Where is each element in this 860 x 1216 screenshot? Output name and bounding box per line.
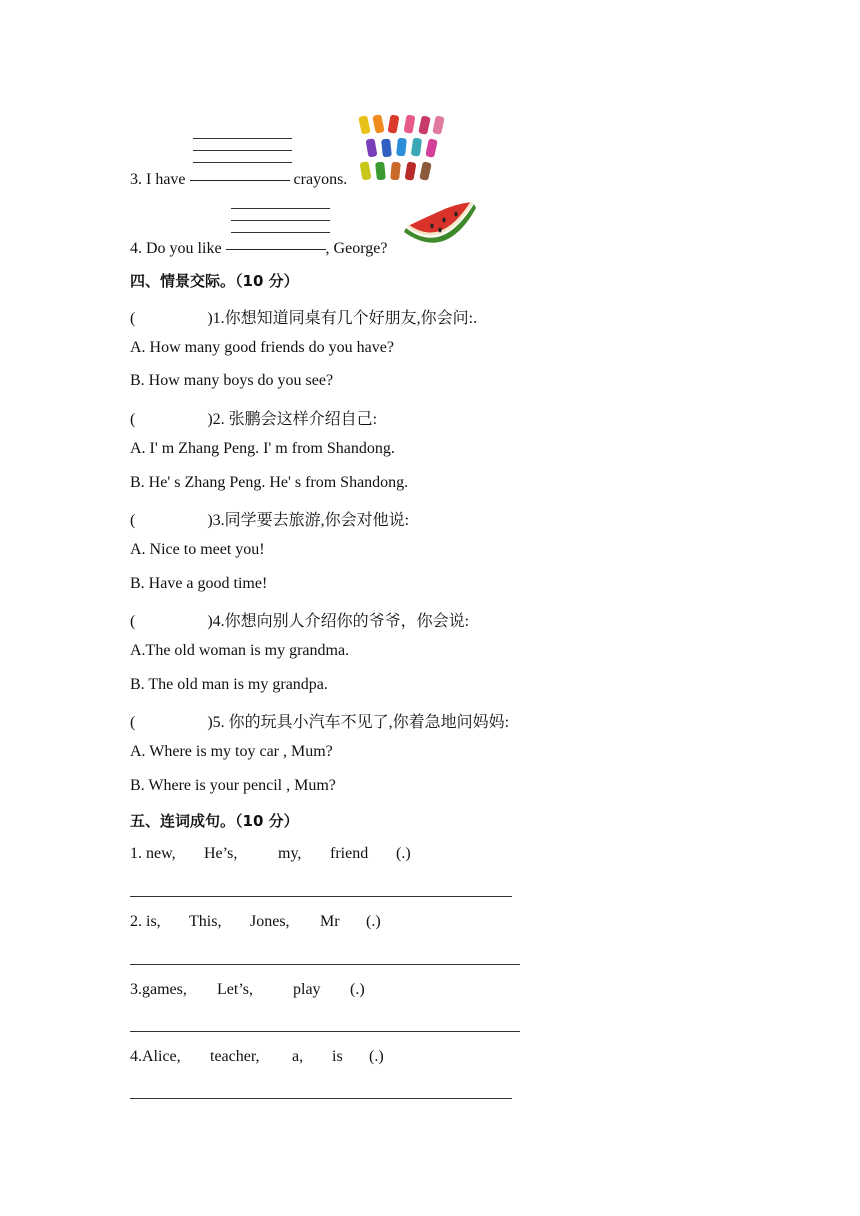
scrambled-word: Mr	[320, 913, 340, 930]
s4-q5-option-b: B. Where is your pencil , Mum?	[130, 777, 336, 794]
q4-answer-blank[interactable]	[226, 249, 326, 250]
question-stem: )3.同学要去旅游,你会对他说:	[207, 512, 410, 529]
s5-item-3	[130, 981, 365, 999]
scrambled-word: Jones,	[250, 913, 290, 930]
scrambled-word: 3.games,	[130, 981, 187, 998]
question-stem: )5. 你的玩具小汽车不见了,你着急地问妈妈:	[207, 714, 510, 731]
answer-paren-open: (	[130, 512, 136, 529]
question-stem: )4.你想向别人介绍你的爷爷，你会说:	[207, 613, 470, 630]
scrambled-word: (.)	[350, 981, 365, 998]
q4-text-before: 4. Do you like	[130, 240, 222, 257]
scrambled-word: (.)	[366, 913, 381, 930]
s4-q2	[130, 406, 377, 429]
s5-item-3-answer-line[interactable]	[130, 1031, 520, 1032]
scrambled-word: He’s,	[204, 845, 238, 862]
s4-q1-option-b: B. How many boys do you see?	[130, 372, 334, 389]
s4-q4-option-b: B. The old man is my grandpa.	[130, 676, 328, 693]
s4-q2-option-b: B. He' s Zhang Peng. He' s from Shandong.	[130, 474, 409, 491]
q3-text-after: crayons.	[293, 171, 348, 188]
scrambled-word: This,	[189, 913, 222, 930]
s5-item-2	[130, 913, 381, 931]
s4-q3-option-a: A. Nice to meet you!	[130, 541, 265, 558]
scrambled-word: 1. new,	[130, 845, 176, 862]
scrambled-word: (.)	[369, 1048, 384, 1065]
s5-item-2-answer-line[interactable]	[130, 964, 520, 965]
s4-q3-option-b: B. Have a good time!	[130, 575, 268, 592]
q3-line	[130, 171, 347, 189]
scrambled-word: play	[293, 981, 321, 998]
s4-q4	[130, 608, 469, 631]
s4-q5-option-a: A. Where is my toy car , Mum?	[130, 743, 333, 760]
section5-heading: 五、连词成句。（10 分）	[130, 812, 299, 830]
s5-item-4-answer-line[interactable]	[130, 1098, 512, 1099]
q4-blank-guide-lines	[231, 208, 330, 244]
q3-answer-blank[interactable]	[190, 180, 290, 181]
scrambled-word: a,	[292, 1048, 304, 1065]
answer-paren-open: (	[130, 613, 136, 630]
q4-line	[130, 240, 387, 258]
q4-text-after: , George?	[325, 240, 388, 257]
scrambled-word: is	[332, 1048, 343, 1065]
scrambled-word: my,	[278, 845, 302, 862]
s4-q2-option-a: A. I' m Zhang Peng. I' m from Shandong.	[130, 440, 395, 457]
scrambled-word: friend	[330, 845, 369, 862]
answer-paren-open: (	[130, 411, 136, 428]
scrambled-word: (.)	[396, 845, 411, 862]
watermelon-picture-icon	[402, 198, 478, 254]
s5-item-4	[130, 1048, 384, 1066]
s4-q1-option-a: A. How many good friends do you have?	[130, 339, 394, 356]
s5-item-1-answer-line[interactable]	[130, 896, 512, 897]
q3-blank-guide-lines	[193, 138, 292, 174]
crayons-picture-icon	[358, 112, 448, 187]
s5-item-1	[130, 845, 411, 863]
s4-q3	[130, 507, 409, 530]
crayon-group	[358, 114, 445, 181]
scrambled-word: 4.Alice,	[130, 1048, 181, 1065]
scrambled-word: 2. is,	[130, 913, 161, 930]
s4-q4-option-a: A.The old woman is my grandma.	[130, 642, 350, 659]
answer-paren-open: (	[130, 310, 136, 327]
scrambled-word: Let’s,	[217, 981, 253, 998]
question-stem: )1.你想知道同桌有几个好朋友,你会问:.	[207, 310, 478, 327]
scrambled-word: teacher,	[210, 1048, 260, 1065]
section4-heading: 四、情景交际。（10 分）	[130, 272, 299, 290]
q3-text-before: 3. I have	[130, 171, 186, 188]
question-stem: )2. 张鹏会这样介绍自己:	[207, 411, 378, 428]
answer-paren-open: (	[130, 714, 136, 731]
s4-q1	[130, 305, 477, 328]
s4-q5	[130, 709, 509, 732]
